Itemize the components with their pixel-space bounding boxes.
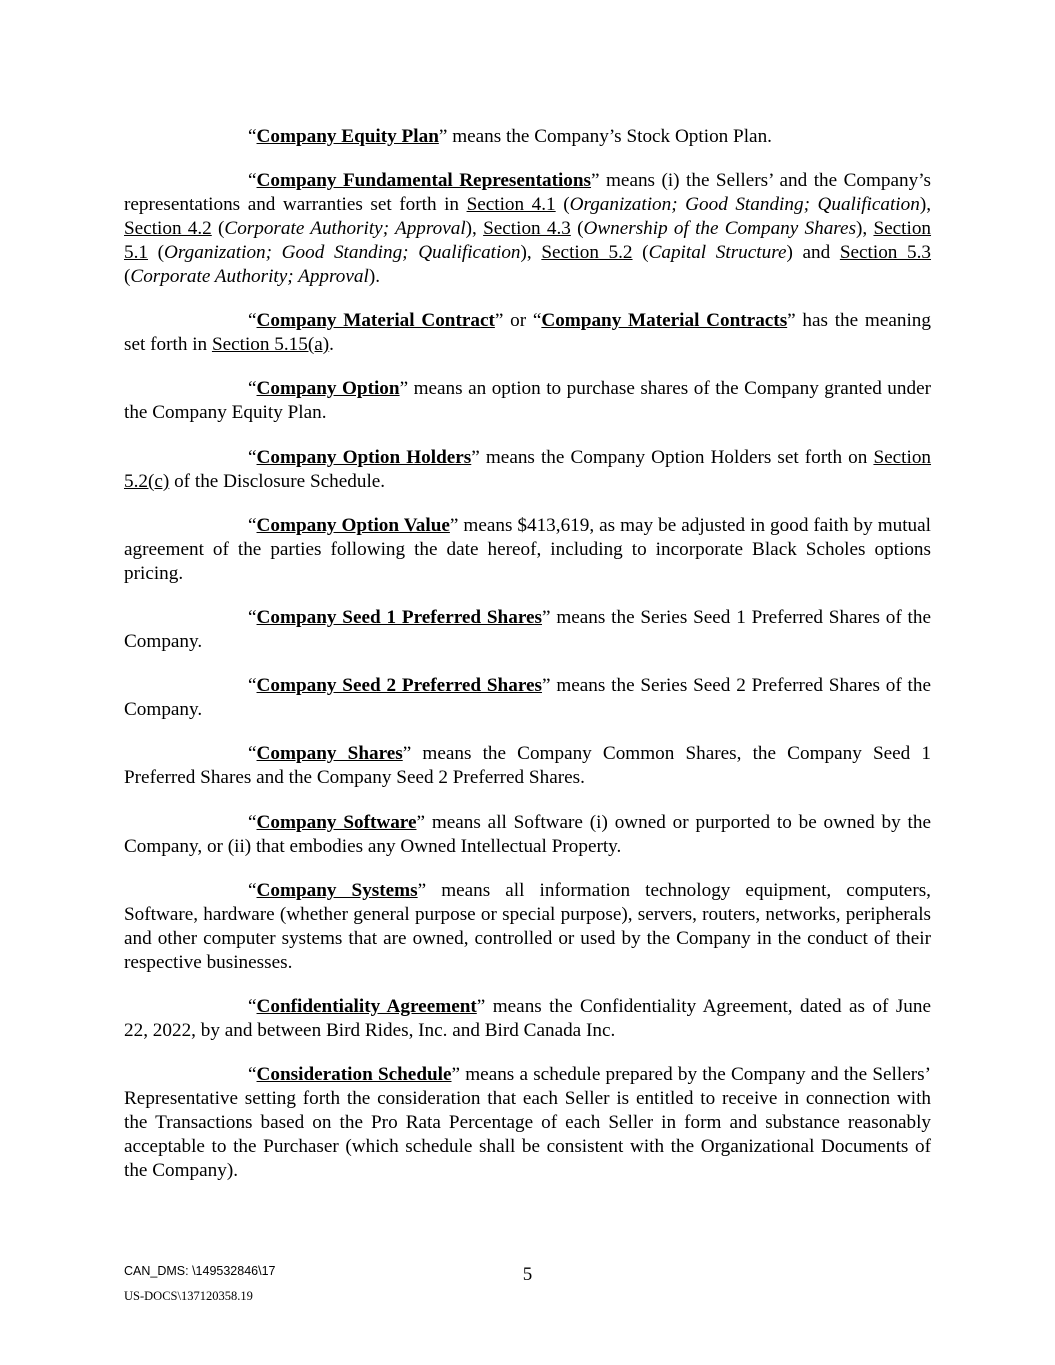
section-reference: Section 5.15(a) [211,334,330,355]
section-caption: Ownership of the Company Shares [583,218,857,239]
definition-text: means the Company’s Stock Option Plan. [452,126,772,147]
definition-text: means a schedule prepared by the Company and the Sellers’ Representative setting forth the consideration that each Seller is entitled to receive in connection with the Transactions based on the Pro Rata Percentage of each Seller in form and substance reasonably acceptable to the Purchaser (which schedule shall be consistent with the Organizational Documents of the Company). [124,1064,931,1181]
definition-text: means the Company Option Holders set forth on [485,447,868,468]
section-reference: Section 4.1 [466,194,556,215]
conjunction: or [510,310,527,331]
section-caption: Organization; Good Standing; Qualification [569,194,920,215]
section-reference: Section 5.2(c) [124,447,932,492]
defined-term: Company Seed 2 Preferred Shares [256,675,542,696]
definition-company-fundamental-representations: “Company Fundamental Representations” means (i) the Sellers’ and the Company’s representations and warranties set forth in Section 4.1 (Organization; Good Standing; Qualification), Section 4.2 (Corporate Authority; Approval), Section 4.3 (Ownership of the Company Shares), Section 5.1 (Organization; Good Standing; Qualification), Section 5.2 (Capital Structure) and Section 5.3 (Corporate Authority; Approval). [124,170,932,287]
definition-consideration-schedule: “Consideration Schedule” means a schedule prepared by the Company and the Sellers’ Representative setting forth the consideration that each Seller is entitled to receive in connection with the Transactions based on the Pro Rata Percentage of each Seller in form and substance reasonably acceptable to the Purchaser (which schedule shall be consistent with the Organizational Documents of the Company). [124,1064,931,1181]
defined-term: Company Shares [256,743,403,764]
section-caption: Corporate Authority; Approval [224,218,466,239]
section-caption: Capital Structure [648,242,787,263]
section-reference: Section 5.3 [839,242,932,263]
definition-company-option-holders: “Company Option Holders” means the Company Option Holders set forth on Section 5.2(c) of the Disclosure Schedule. [124,447,932,492]
definition-company-seed-2-preferred-shares: “Company Seed 2 Preferred Shares” means the Series Seed 2 Preferred Shares of the Company. [124,675,931,720]
defined-term: Company Systems [256,880,418,901]
defined-term: Consideration Schedule [256,1064,452,1085]
defined-term: Company Option Holders [256,447,472,468]
defined-term: Confidentiality Agreement [256,996,477,1017]
defined-term: Company Fundamental Representations [256,170,592,191]
definition-text: means $413,619, as may be adjusted in good faith by mutual agreement of the parties following the date hereof, including to incorporate Black Scholes options pricing. [124,515,931,584]
section-caption: Organization; Good Standing; Qualification [164,242,521,263]
definition-company-seed-1-preferred-shares: “Company Seed 1 Preferred Shares” means the Series Seed 1 Preferred Shares of the Company. [124,607,931,652]
defined-term: Company Option Value [256,515,450,536]
definition-text: means the Company Common Shares, the Company Seed 1 Preferred Shares and the Company Seed 2 Preferred Shares. [124,743,931,788]
section-reference: Section 5.2 [541,242,633,263]
definition-company-shares: “Company Shares” means the Company Common Shares, the Company Seed 1 Preferred Shares and the Company Seed 2 Preferred Shares. [124,743,931,788]
definition-company-option-value: “Company Option Value” means $413,619, as may be adjusted in good faith by mutual agreement of the parties following the date hereof, including to incorporate Black Scholes options pricing. [124,515,931,584]
definition-company-material-contract: “Company Material Contract” or “Company Material Contracts” has the meaning set forth in Section 5.15(a). [124,310,931,355]
defined-term: Company Option [256,378,400,399]
us-docs-id: US-DOCS\137120358.19 [124,1289,253,1303]
section-caption: Corporate Authority; Approval [130,266,369,287]
section-reference: Section 5.1 [124,218,932,263]
definition-text: has the meaning set forth in [124,310,931,355]
defined-term: Company Material Contract [256,310,495,331]
defined-term: Company Software [256,812,417,833]
definition-text: means the Series Seed 1 Preferred Shares of the Company. [124,607,931,652]
definition-text: of the Disclosure Schedule. [174,471,386,492]
definition-text: means (i) the Sellers’ and the Company’s representations and warranties set forth in [124,170,931,215]
dms-document-id: CAN_DMS: \149532846\17 [124,1264,276,1278]
definition-text: means all Software (i) owned or purported to be owned by the Company, or (ii) that embodies any Owned Intellectual Property. [124,812,931,857]
page-number: 5 [522,1264,533,1285]
definition-company-software: “Company Software” means all Software (i) owned or purported to be owned by the Company, or (ii) that embodies any Owned Intellectual Property. [124,812,931,857]
definition-company-systems: “Company Systems” means all information technology equipment, computers, Software, hardware (whether general purpose or special purpose), servers, routers, networks, peripherals and other computer systems that are owned, controlled or used by the Company in the conduct of their respective businesses. [124,880,931,973]
definition-text: means the Series Seed 2 Preferred Shares of the Company. [124,675,931,720]
definition-text: means the Confidentiality Agreement, dated as of June 22, 2022, by and between Bird Rides, Inc. and Bird Canada Inc. [124,996,931,1041]
definition-confidentiality-agreement: “Confidentiality Agreement” means the Confidentiality Agreement, dated as of June 22, 2022, by and between Bird Rides, Inc. and Bird Canada Inc. [124,996,931,1041]
definition-company-equity-plan: “Company Equity Plan” means the Company’s Stock Option Plan. [248,126,772,147]
definition-company-option: “Company Option” means an option to purchase shares of the Company granted under the Company Equity Plan. [124,378,931,423]
section-reference: Section 4.2 [124,218,212,239]
defined-term: Company Seed 1 Preferred Shares [256,607,542,628]
definition-text: means all information technology equipment, computers, Software, hardware (whether general purpose or special purpose), servers, routers, networks, peripherals and other computer systems that are owned, controlled or used by the Company in the conduct of their respective businesses. [124,880,931,973]
defined-term: Company Equity Plan [256,126,439,147]
defined-term: Company Material Contracts [541,310,788,331]
definition-text: means an option to purchase shares of the Company granted under the Company Equity Plan. [124,378,931,423]
section-reference: Section 4.3 [483,218,571,239]
